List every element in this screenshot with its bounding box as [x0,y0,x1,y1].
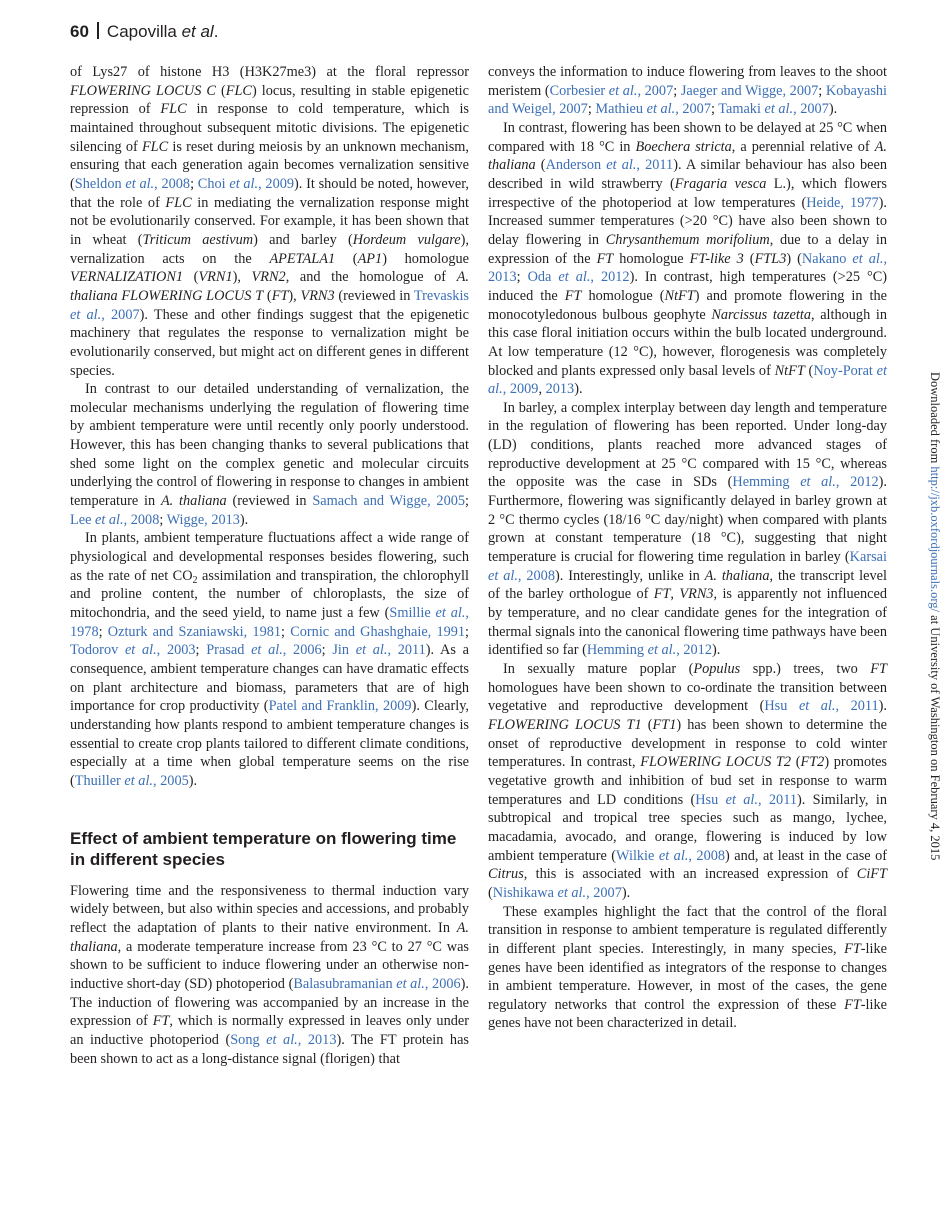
paragraph: These examples highlight the fact that the control of the floral transition in response to ambient temperature is regulated differently in different plant species. Interestingly, in many species, FT-like genes have been identified as integrators of the response to changes in ambient temperature. However, in most of the cases, the gene regulatory networks that control the expression of these FT-like genes have not been characterized in detail. [488,903,887,1032]
paragraph: In barley, a complex interplay between day length and temperature in the regulation of flowering has been reported. Under long-day (LD) conditions, plants reached more advanced stages of reproductive development at 25 °C compared with 15 °C, whereas the opposite was the case in SDs (Hemming et al., 2012). Furthermore, flowering was significantly delayed in barley grown at 2 °C thermo cycles (18/16 °C day/night) when compared with plants grown at constant temperature (18 °C), suggesting that night temperature is crucial for flowering time regulation in barley (Karsai et al., 2008). Interestingly, unlike in A. thaliana, the transcript level of the barley orthologue of FT, VRN3, is apparently not influenced by temperature, and no clear candidate genes for the integration of thermal signals into the canonical flowering time pathways have been identified so far (Hemming et al., 2012). [488,399,888,659]
page-number: 60 [70,22,89,41]
citation-link[interactable]: Oda et al., 2012 [527,269,630,286]
citation-link[interactable]: Thuiller et al., 2005 [74,772,189,789]
left-column [70,63,469,1068]
citation-link[interactable]: Lee et al., 2008 [70,511,160,528]
paragraph: In contrast to our detailed understanding of vernalization, the molecular mechanisms underlying the regulation of flowering time by ambient temperature were until recently only poorly understood. However, this has been changing thanks to several publications that shed some light on the complex genetic and molecular circuits underlying the control of flowering in response to changes in ambient temperature in A. thaliana (reviewed in Samach and Wigge, 2005; Lee et al., 2008; Wigge, 2013). [70,381,469,528]
citation-link[interactable]: Samach and Wigge, 2005 [312,493,466,510]
running-header: 60 Capovilla et al. [70,22,219,41]
citation-link[interactable]: Hsu et al., 2011 [764,698,879,715]
paragraph: of Lys27 of histone H3 (H3K27me3) at the floral repressor FLOWERING LOCUS C (FLC) locus, resulting in stable epigenetic repression of FLC in response to cold temperature, which is maintained throughout subsequent mitotic divisions. The epigenetic silencing of FLC is reset during meiosis by an unknown mechanism, ensuring that each generation again becomes vernalization sensitive (Sheldon et al., 2008; Choi et al., 2009). It should be noted, however, that the role of FLC in mediating the vernalization response might not be evolutionarily conserved. For example, it has been shown that in wheat (Triticum aestivum) and barley (Hordeum vulgare), vernalization acts on the APETALA1 (AP1) homologue VERNALIZATION1 (VRN1), VRN2, and the homologue of A. thaliana FLOWERING LOCUS T (FT), VRN3 (reviewed in Trevaskis et al., 2007). These and other findings suggest that the epigenetic machinery that regulates the response to vernalization might be evolutionarily conserved, but might act on different genes in different species. [70,64,470,379]
citation-link[interactable]: Hsu et al., 2011 [695,791,797,808]
citation-link[interactable]: Jaeger and Wigge, 2007 [680,82,819,99]
citation-link[interactable]: Anderson et al., 2011 [545,157,674,174]
citation-link[interactable]: Cornic and Ghashghaie, 1991 [290,623,466,640]
citation-link[interactable]: Kobayashi and Weigel, 2007 [488,82,888,118]
section-heading: Effect of ambient temperature on flowering time in different species [70,828,457,869]
header-divider [97,22,99,39]
paragraph: conveys the information to induce flowering from leaves to the shoot meristem (Corbesier et al., 2007; Jaeger and Wigge, 2007; Kobayashi and Weigel, 2007; Mathieu et al., 2007; Tamaki et al., 2007). [488,64,888,118]
citation-link[interactable]: Trevaskis et al., 2007 [70,287,469,323]
citation-link[interactable]: Sheldon et al., 2008 [74,175,191,192]
citation-link[interactable]: Karsai et al., 2008 [488,549,887,584]
header-authors: Capovilla [106,22,182,41]
citation-link[interactable]: Song et al., 2013 [230,1031,337,1048]
citation-link[interactable]: Jin et al., 2011 [332,642,426,659]
header-etal: et al [181,22,214,41]
citation-link[interactable]: Wilkie et al., 2008 [616,847,726,864]
citation-link[interactable]: Prasad et al., 2006 [206,642,322,659]
citation-link[interactable]: Nakano et al., 2013 [488,250,888,286]
citation-link[interactable]: Mathieu et al., 2007 [595,101,711,118]
paragraph: In sexually mature poplar (Populus spp.) trees, two FT homologues have been shown to co-ordinate the transition between vegetative and reproductive development (Hsu et al., 2011). FLOWERING LOCUS T1 (FT1) has been shown to determine the onset of reproductive development in response to cold winter temperatures. In contrast, FLOWERING LOCUS T2 (FT2) promotes vegetative growth and inhibition of bud set in response to warm temperatures and LD conditions (Hsu et al., 2011). Similarly, in subtropical and tropical tree species such as mango, lychee, macadamia, avocado, and orange, flowering is induced by low ambient temperature (Wilkie et al., 2008) and, at least in the case of Citrus, this is associated with an increased expression of CiFT (Nishikawa et al., 2007). [488,661,887,901]
citation-link[interactable]: Wigge, 2013 [166,511,240,528]
paragraph: Flowering time and the responsiveness to thermal induction vary widely between, but also within species and accessions, and probably reflect the adaptation of plants to their native environment. In A. thaliana, a moderate temperature increase from 23 °C to 27 °C was shown to be sufficient to induce flowering under an otherwise non-inductive short-day (SD) photoperiod (Balasubramanian et al., 2006). The induction of flowering was accompanied by an increase in the expression of FT, which is normally expressed in leaves only under an inductive photoperiod (Song et al., 2013). The FT protein has been shown to act as a long-distance signal (florigen) that [70,882,469,1067]
citation-link[interactable]: Corbesier et al., 2007 [549,82,674,99]
citation-link[interactable]: Hemming et al., 2012 [586,642,712,659]
paragraph: In plants, ambient temperature fluctuations affect a wide range of physiological and developmental responses besides flowering, such as the rate of net $CO_2$ assimilation and transpiration, the chlorophyll and proline content, the number of chloroplasts, the size of mitochondria, and the seed yield, to name just a few (Smillie et al., 1978; Ozturk and Szaniawski, 1981; Cornic and Ghashghaie, 1991; Todorov et al., 2003; Prasad et al., 2006; Jin et al., 2011). As a consequence, ambient temperature changes can have dramatic effects on plant architecture and biomass, parameters that are of high importance for crop productivity (Patel and Franklin, 2009). Clearly, understanding how plants respond to ambient temperature changes is essential to create crop plants tailored to different climate conditions, especially at a time when global temperature seems on the rise (Thuiller et al., 2005). [70,530,470,789]
citation-link[interactable]: Patel and Franklin, 2009 [268,698,412,715]
citation-link[interactable]: 2013 [545,381,575,398]
download-watermark: Downloaded from http://jxb.oxfordjournals.org/ at University of Washington on February 4, 2015 [928,372,942,861]
right-column [488,63,887,1033]
citation-link[interactable]: Noy-Porat et al., 2009 [488,362,887,398]
citation-link[interactable]: Heide, 1977 [806,194,879,211]
citation-link[interactable]: Tamaki et al., 2007 [718,101,829,118]
citation-link[interactable]: Smillie et al., 1978 [70,605,469,640]
citation-link[interactable]: Nishikawa et al., 2007 [492,884,622,901]
citation-link[interactable]: Hemming et al., 2012 [732,474,879,491]
citation-link[interactable]: Todorov et al., 2003 [70,642,196,659]
citation-link[interactable]: Choi et al., 2009 [197,175,295,192]
journal-url-link[interactable]: http://jxb.oxfordjournals.org/ [928,466,942,613]
citation-link[interactable]: Balasubramanian et al., 2006 [293,975,461,992]
citation-link[interactable]: Ozturk and Szaniawski, 1981 [107,623,282,640]
paragraph: In contrast, flowering has been shown to be delayed at 25 °C when compared with 18 °C in Boechera stricta, a perennial relative of A. thaliana (Anderson et al., 2011). A similar behaviour has also been described in wild strawberry (Fragaria vesca L.), which flowers irrespective of the photoperiod at low temperatures (Heide, 1977). Increased summer temperatures (>20 °C) have also been shown to delay flowering in Chrysanthemum morifolium, due to a delay in expression of the FT homologue FT-like 3 (FTL3) (Nakano et al., 2013; Oda et al., 2012). In contrast, high temperatures (>25 °C) induced the FT homologue (NtFT) and promote flowering in the monocotyledonous bulbous geophyte Narcissus tazetta, although in this case floral initiation occurs within the bulb located underground. At low temperature (12 °C), however, florogenesis was completely blocked and plants expressed only basal levels of NtFT (Noy-Porat et al., 2009, 2013). [488,119,888,398]
